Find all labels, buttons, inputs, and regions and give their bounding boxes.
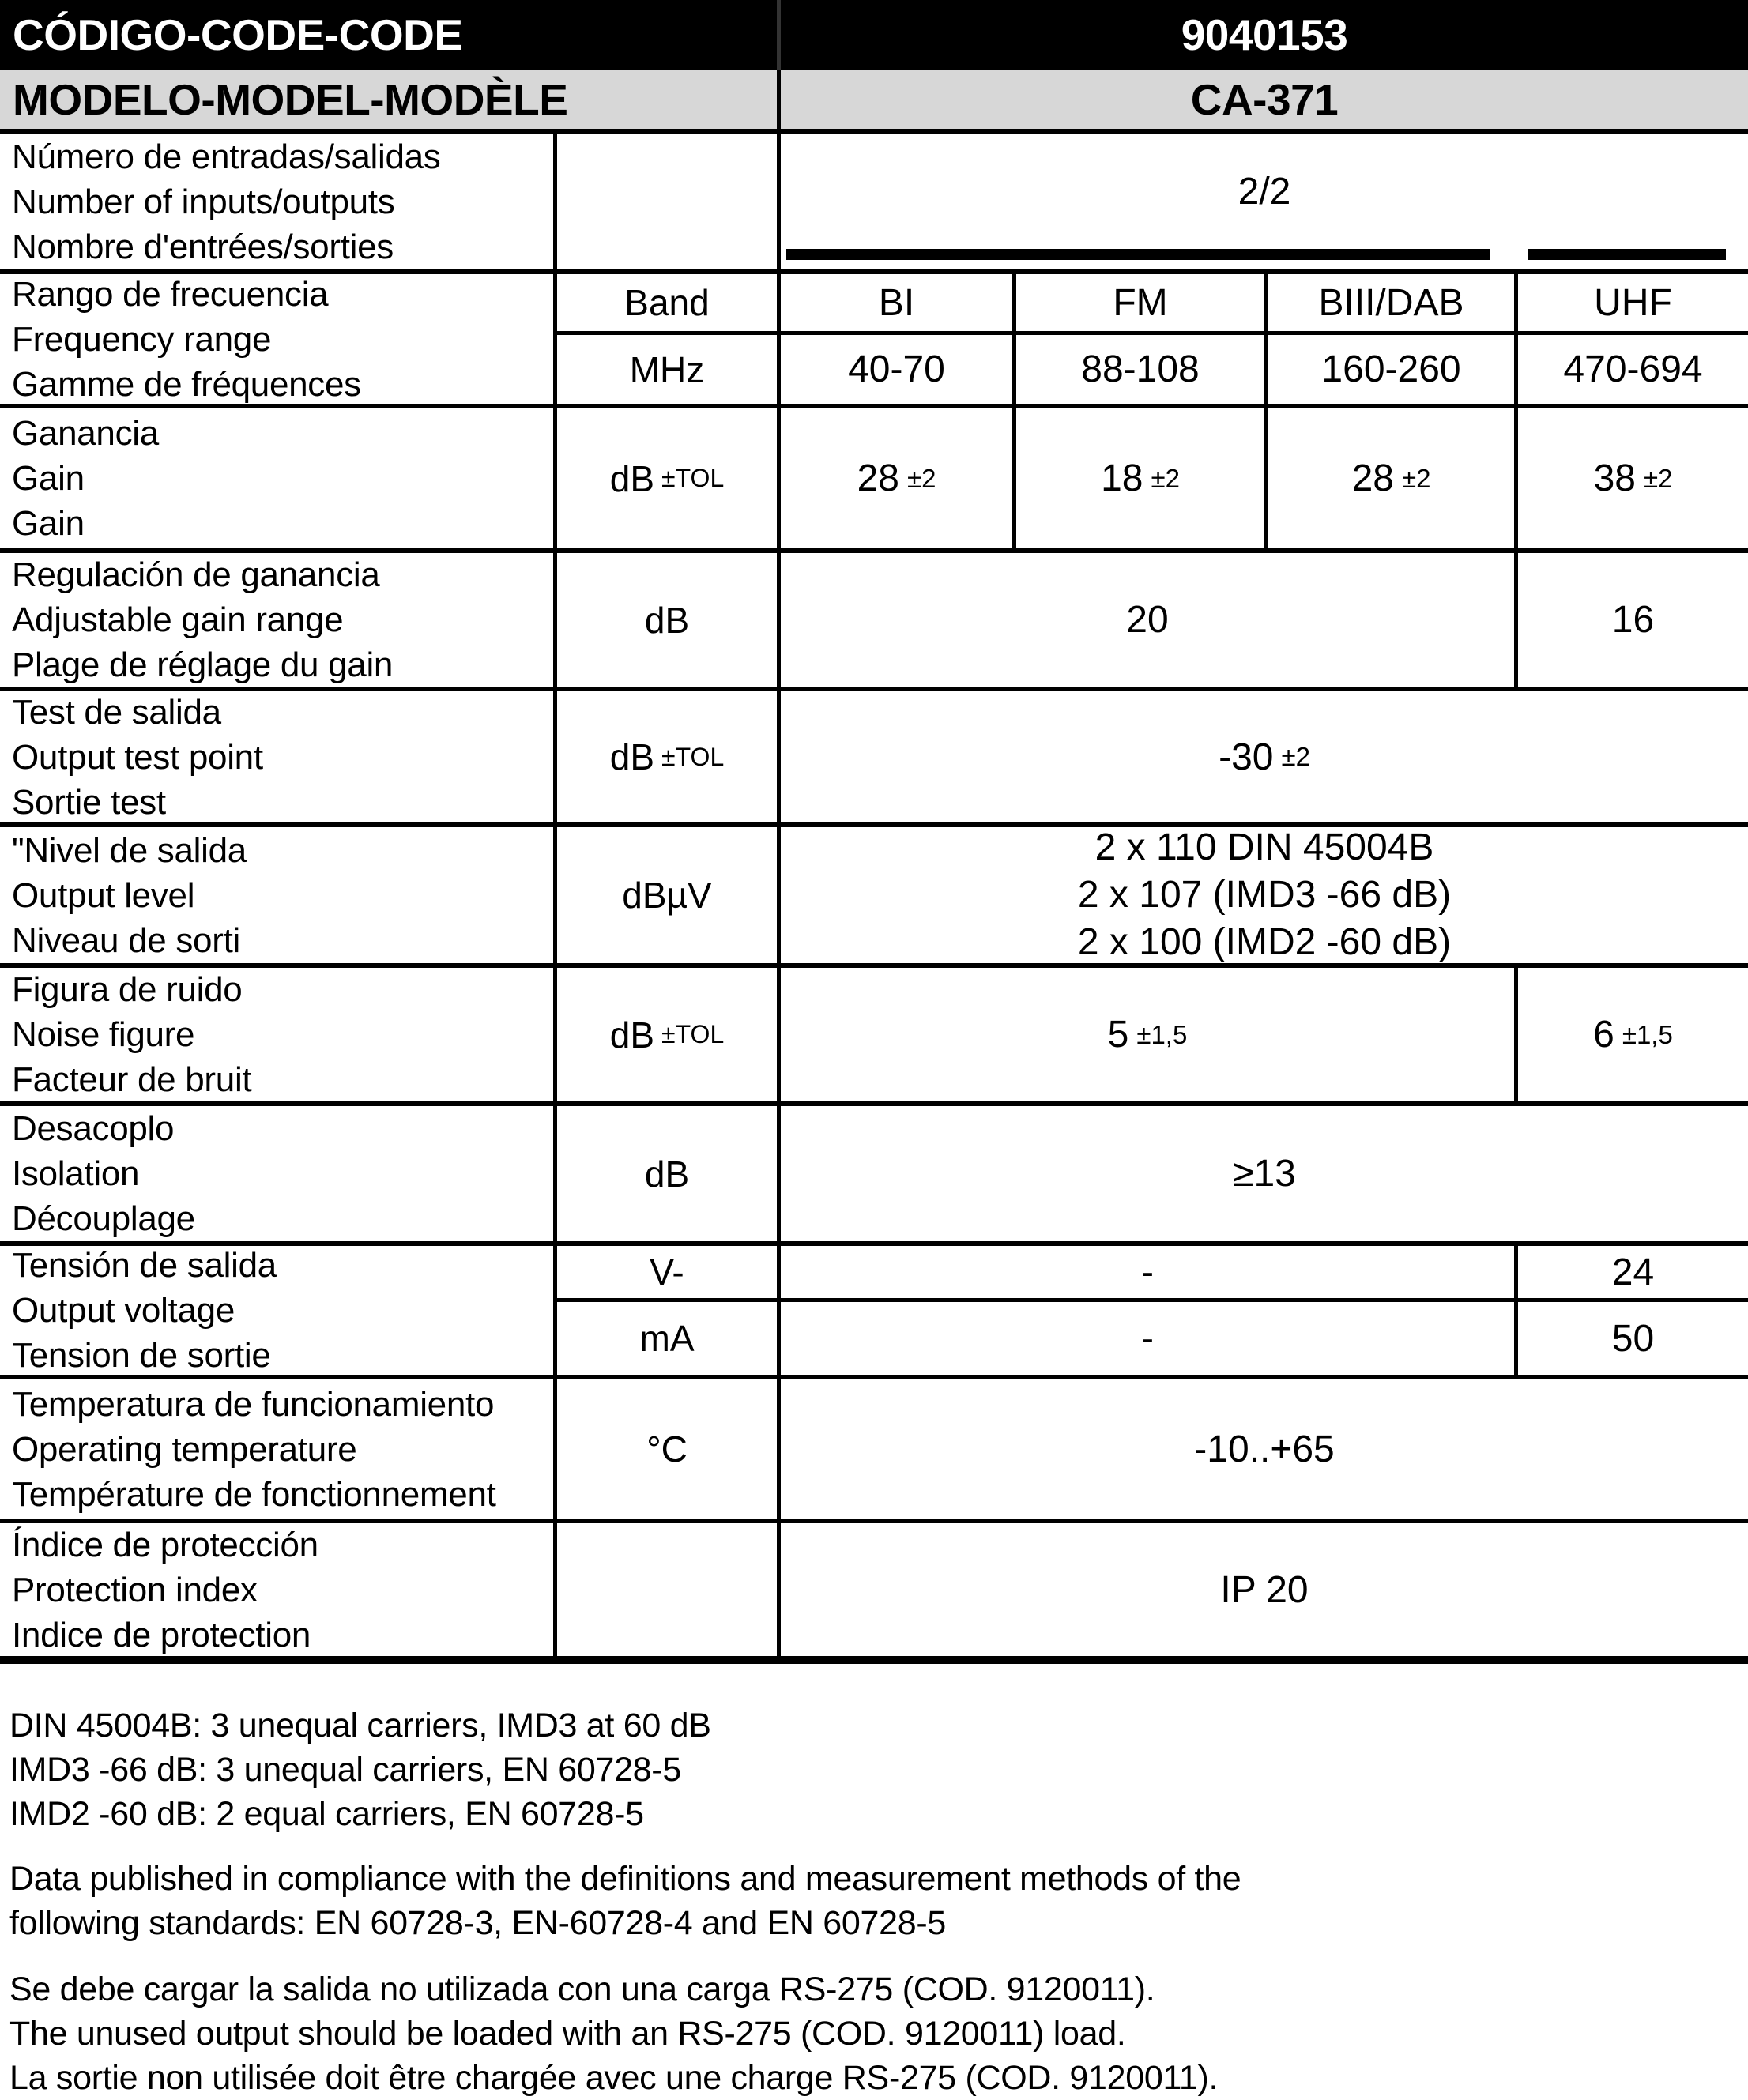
row-label: Índice de protección Protection index Indice de protection (12, 1525, 318, 1654)
model-row (0, 70, 1748, 134)
model-label: MODELO-MODEL-MODÈLE (13, 74, 568, 124)
current-subrow (553, 1302, 1748, 1375)
row-output-level (0, 827, 1748, 968)
unit-band: Band (553, 274, 777, 331)
current-uhf: 50 (1514, 1302, 1748, 1375)
unit-db: dB (553, 553, 777, 687)
footnotes (0, 1703, 1748, 2100)
temperature-value: -10..+65 (1194, 1428, 1335, 1470)
row-frequency-range (0, 274, 1748, 408)
current-vhf: - (1141, 1317, 1154, 1360)
range-bi: 40-70 (848, 348, 945, 390)
unit-volts: V- (553, 1246, 777, 1298)
row-label: Número de entradas/salidas Number of inputs/outputs Nombre d'entrées/sorties (12, 137, 441, 266)
model-value: CA-371 (777, 70, 1748, 129)
row-label: Ganancia Gain Gain (12, 414, 159, 543)
unit-ma: mA (553, 1302, 777, 1375)
noise-vhf: 5 ±1,5 (1107, 1014, 1188, 1056)
row-label: Tensión de salida Output voltage Tension de sortie (12, 1246, 277, 1375)
row-operating-temperature (0, 1379, 1748, 1523)
band-fm: FM (1012, 274, 1264, 331)
row-output-voltage (0, 1246, 1748, 1379)
row-output-test (0, 691, 1748, 827)
unit-cell-empty (553, 134, 777, 269)
voltage-uhf: 24 (1514, 1246, 1748, 1298)
band-bi: BI (878, 281, 915, 324)
value-area (777, 134, 1748, 269)
unit-db: dB (553, 1106, 777, 1241)
code-label: CÓDIGO-CODE-CODE (13, 10, 463, 59)
isolation-value: ≥13 (1233, 1153, 1296, 1195)
row-isolation (0, 1106, 1748, 1246)
footnote-carriers: DIN 45004B: 3 unequal carriers, IMD3 at 60 dB IMD3 -66 dB: 3 unequal carriers, EN 60728-5 IMD2 -60 dB: 2 equal carriers, EN 60728-5 (9, 1707, 711, 1833)
unit-celsius: °C (553, 1379, 777, 1519)
row-inputs-outputs (0, 134, 1748, 274)
gain-bi: 28 ±2 (857, 457, 936, 499)
row-label: Temperatura de funcionamiento Operating temperature Température de fonctionnement (12, 1384, 496, 1514)
range-uhf: 470-694 (1514, 335, 1748, 404)
footnote-load: Se debe cargar la salida no utilizada con una carga RS-275 (COD. 9120011). The unused output should be loaded with an RS-275 (COD. 9120011) load. La sortie non utilisée doit être chargée avec une charge RS-275 (COD. 9120011). (9, 1970, 1219, 2097)
row-noise-figure (0, 968, 1748, 1106)
unit-db-tol: dB ±TOL (553, 968, 777, 1101)
range-fm: 88-108 (1012, 335, 1264, 404)
voltage-vhf: - (1141, 1251, 1154, 1293)
row-label: Desacoplo Isolation Découplage (12, 1109, 195, 1238)
output-level-values: 2 x 110 DIN 45004B 2 x 107 (IMD3 -66 dB) 2 x 100 (IMD2 -60 dB) (1077, 826, 1452, 963)
test-value: -30 ±2 (1219, 736, 1310, 778)
noise-uhf: 6 ±1,5 (1514, 968, 1748, 1101)
range-biii-dab: 160-260 (1264, 335, 1514, 404)
adj-gain-uhf: 16 (1514, 553, 1748, 687)
code-row (0, 0, 1748, 70)
row-adjustable-gain (0, 553, 1748, 691)
row-label: Figura de ruido Noise figure Facteur de bruit (12, 970, 252, 1099)
row-label: Test de salida Output test point Sortie test (12, 692, 263, 822)
unit-db-tol: dB ±TOL (553, 408, 777, 548)
ip-value: IP 20 (1220, 1568, 1309, 1611)
unit-db-tol: dB ±TOL (553, 691, 777, 822)
unit-mhz: MHz (553, 335, 777, 404)
row-gain (0, 408, 1748, 553)
gain-fm: 18 ±2 (1012, 408, 1264, 548)
row-label: Rango de frecuencia Frequency range Gamme de fréquences (12, 274, 361, 404)
band-subrow (553, 274, 1748, 335)
group-underline-vhf (786, 249, 1490, 260)
gain-biii-dab: 28 ±2 (1264, 408, 1514, 548)
group-underline-uhf (1528, 249, 1726, 260)
row-label: "Nivel de salida Output level Niveau de sorti (12, 830, 247, 960)
voltage-subrow (553, 1246, 1748, 1302)
io-value: 2/2 (1238, 171, 1291, 213)
mhz-subrow (553, 335, 1748, 404)
footnote-compliance: Data published in compliance with the definitions and measurement methods of the following standards: EN 60728-3, EN-60728-4 and EN 60728-5 (9, 1860, 1241, 1942)
unit-cell-empty (553, 1523, 777, 1656)
gain-uhf: 38 ±2 (1514, 408, 1748, 548)
band-uhf: UHF (1514, 274, 1748, 331)
band-biii-dab: BIII/DAB (1264, 274, 1514, 331)
code-value: 9040153 (777, 0, 1748, 70)
row-protection-index (0, 1523, 1748, 1664)
adj-gain-vhf: 20 (1126, 599, 1169, 641)
row-label: Regulación de ganancia Adjustable gain range Plage de réglage du gain (12, 555, 394, 684)
unit-dbuv: dBµV (553, 827, 777, 963)
